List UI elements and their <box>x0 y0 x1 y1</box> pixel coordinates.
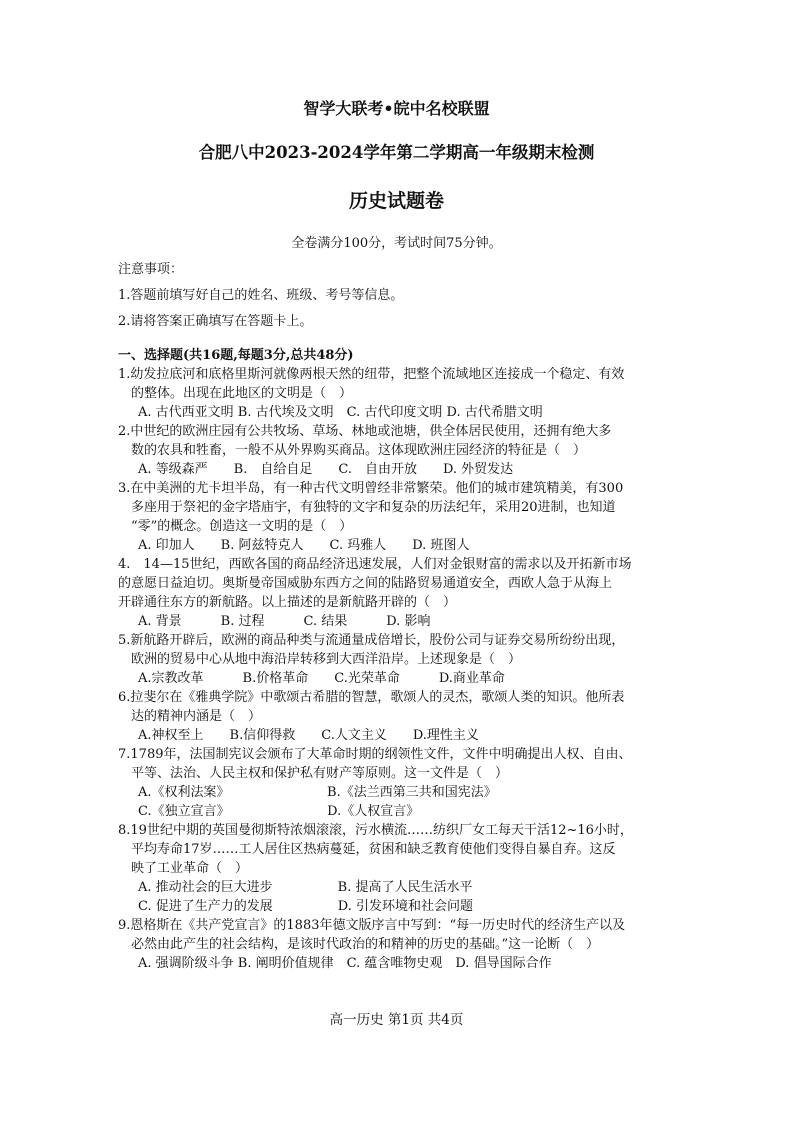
question-4-line-3: 开辟通往东方的新航路。以上描述的是新航路开辟的（ ） <box>118 595 457 610</box>
question-6-line-1: 6.拉斐尔在《雅典学院》中歌颂古希腊的智慧，歌颂人的灵杰，歌颂人类的知识。他所表 <box>118 690 625 705</box>
question-9-line-2: 必然由此产生的社会结构，是该时代政治的和精神的历史的基础。”这一论断（ ） <box>131 937 600 952</box>
question-7-options-1: A.《权利法案》 B.《法兰西第三共和国宪法》 <box>138 785 497 800</box>
question-5-options: A.宗教改革 B.价格革命 C.光荣革命 D.商业革命 <box>138 671 505 686</box>
question-1-line-1: 1.幼发拉底河和底格里斯河就像两根天然的纽带，把整个流域地区连接成一个稳定、有效 <box>118 367 625 382</box>
question-4-options: A. 背景 B. 过程 C. 结果 D. 影响 <box>138 614 431 629</box>
subject-title: 历史试题卷 <box>348 190 444 212</box>
question-3-line-3: “零”的概念。创造这一文明的是（ ） <box>131 519 353 534</box>
question-2-line-1: 2.中世纪的欧洲庄园有公共牧场、草场、林地或池塘，供全体居民使用，还拥有绝大多 <box>118 424 612 439</box>
question-6-options: A.神权至上 B.信仰得救 C.人文主义 D.理性主义 <box>138 728 479 743</box>
question-8-line-2: 平均寿命17岁……工人居住区热病蔓延，贫困和缺乏教育使他们变得自暴自弃。这反 <box>131 842 616 857</box>
question-3-line-1: 3.在中美洲的尤卡坦半岛，有一种古代文明曾经非常繁荣。他们的城市建筑精美，有300 <box>118 481 624 496</box>
question-7-line-1: 7.1789年，法国制宪议会颁布了大革命时期的纲领性文件，文件中明确提出人权、自由、 <box>118 747 632 762</box>
question-2-options: A. 等级森严 B. 自给自足 C. 自由开放 D. 外贸发达 <box>138 462 514 477</box>
question-5-line-2: 欧洲的贸易中心从地中海沿岸转移到大西洋沿岸。上述现象是（ ） <box>131 652 522 667</box>
question-8-options-1: A. 推动社会的巨大进步 B. 提高了人民生活水平 <box>138 880 473 895</box>
question-7-line-2: 平等、法治、人民主权和保护私有财产等原则。这一文件是（ ） <box>131 766 509 781</box>
question-9-line-1: 9.恩格斯在《共产党宣言》的1883年德文版序言中写到：“每一历史时代的经济生产以及 <box>118 918 626 933</box>
question-5-line-1: 5.新航路开辟后，欧洲的商品种类与流通量成倍增长，股份公司与证券交易所纷纷出现， <box>118 633 625 648</box>
exam-info: 全卷满分100分，考试时间75分钟。 <box>291 236 502 251</box>
question-7-options-2: C.《独立宣言》 D.《人权宣言》 <box>138 804 420 819</box>
question-4-line-2: 的意愿日益迫切。奥斯曼帝国威胁东西方之间的陆路贸易通道安全，西欧人急于从海上 <box>118 576 613 591</box>
page-footer: 高一历史 第1页 共4页 <box>329 1012 464 1028</box>
org-title: 智学大联考•皖中名校联盟 <box>303 99 490 118</box>
question-3-line-2: 多座用于祭祀的金字塔庙宇，有独特的文字和复杂的历法纪年，采用20进制，也知道 <box>131 500 616 515</box>
question-6-line-2: 达的精神内涵是（ ） <box>131 709 262 724</box>
question-8-line-1: 8.19世纪中期的英国曼彻斯特浓烟滚滚，污水横流……纺织厂女工每天干活12~16小时， <box>118 823 633 838</box>
question-1-line-2: 的整体。出现在此地区的文明是（ ） <box>131 386 353 401</box>
section-title: 一、选择题(共16题,每题3分,总共48分) <box>118 348 354 363</box>
note-item: 1.答题前填写好自己的姓名、班级、考号等信息。 <box>118 288 404 303</box>
notes-title: 注意事项： <box>118 262 184 277</box>
question-1-options: A. 古代西亚文明 B. 古代埃及文明 C. 古代印度文明 D. 古代希腊文明 <box>138 405 543 420</box>
question-4-line-1: 4. 14—15世纪，西欧各国的商品经济迅速发展，人们对金银财富的需求以及开拓新市场 <box>118 557 632 572</box>
question-9-options: A. 强调阶级斗争 B. 阐明价值规律 C. 蕴含唯物史观 D. 倡导国际合作 <box>138 956 552 971</box>
question-3-options: A. 印加人 B. 阿兹特克人 C. 玛雅人 D. 班图人 <box>138 538 470 553</box>
exam-title: 合肥八中2023-2024学年第二学期高一年级期末检测 <box>198 143 595 162</box>
question-2-line-2: 数的农具和牲畜，一般不从外界购买商品。这体现欧洲庄园经济的特征是（ ） <box>131 443 587 458</box>
question-8-options-2: C. 促进了生产力的发展 D. 引发环境和社会问题 <box>138 899 473 914</box>
note-item: 2.请将答案正确填写在答题卡上。 <box>118 314 313 329</box>
question-8-line-3: 映了工业革命（ ） <box>131 861 249 876</box>
